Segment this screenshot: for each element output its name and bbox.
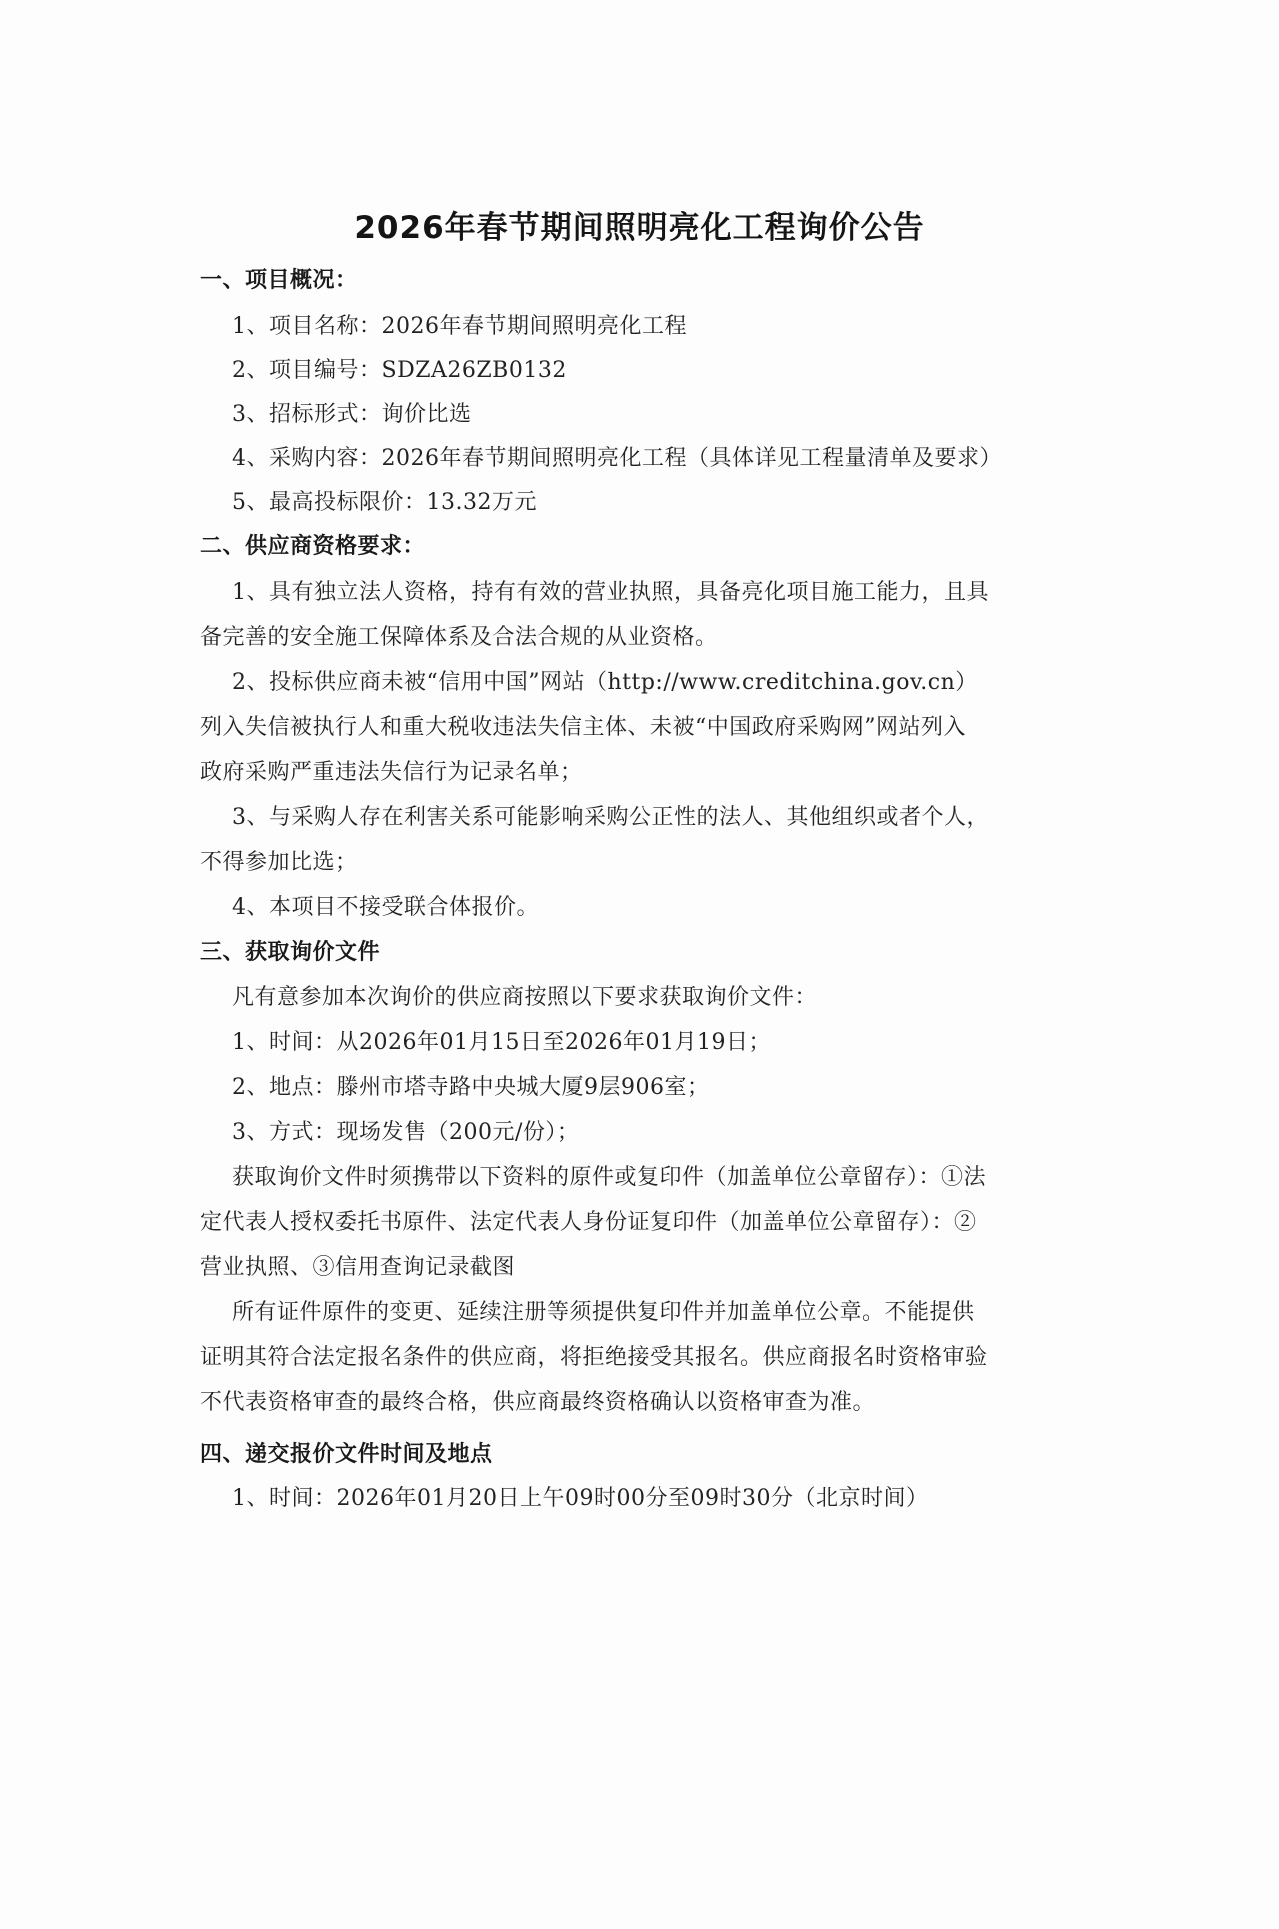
- qualification-2-line-3: 政府采购严重违法失信行为记录名单；: [200, 760, 583, 785]
- section-1-heading: 一、项目概况：: [200, 268, 358, 293]
- section-2-heading: 二、供应商资格要求：: [200, 534, 426, 559]
- section-3-heading: 三、获取询价文件: [200, 940, 381, 965]
- acquisition-method: 3、方式：现场发售（200元/份）；: [232, 1120, 580, 1145]
- qualification-4: 4、本项目不接受联合体报价。: [232, 895, 539, 920]
- project-name: 1、项目名称：2026年春节期间照明亮化工程: [232, 314, 687, 339]
- required-docs-line-3: 营业执照、③信用查询记录截图: [200, 1255, 516, 1280]
- document-title: 2026年春节期间照明亮化工程询价公告: [354, 210, 925, 246]
- qualification-3-line-2: 不得参加比选；: [200, 850, 358, 875]
- certificate-note-line-1: 所有证件原件的变更、延续注册等须提供复印件并加盖单位公章。不能提供: [232, 1300, 975, 1325]
- acquisition-time: 1、时间：从2026年01月15日至2026年01月19日；: [232, 1030, 771, 1055]
- qualification-2-line-2: 列入失信被执行人和重大税收违法失信主体、未被“中国政府采购网”网站列入: [200, 715, 966, 740]
- submission-time: 1、时间：2026年01月20日上午09时00分至09时30分（北京时间）: [232, 1486, 929, 1511]
- project-number: 2、项目编号：SDZA26ZB0132: [232, 358, 567, 383]
- required-docs-line-2: 定代表人授权委托书原件、法定代表人身份证复印件（加盖单位公章留存）：②: [200, 1210, 977, 1235]
- certificate-note-line-3: 不代表资格审查的最终合格，供应商最终资格确认以资格审查为准。: [200, 1390, 876, 1415]
- qualification-1-line-2: 备完善的安全施工保障体系及合法合规的从业资格。: [200, 625, 718, 650]
- qualification-2-line-1: 2、投标供应商未被“信用中国”网站（http://www.creditchina.gov.cn）: [232, 670, 978, 695]
- max-bid-price: 5、最高投标限价：13.32万元: [232, 490, 537, 515]
- section-4-heading: 四、递交报价文件时间及地点: [200, 1442, 493, 1467]
- certificate-note-line-2: 证明其符合法定报名条件的供应商，将拒绝接受其报名。供应商报名时资格审验: [200, 1345, 988, 1370]
- qualification-3-line-1: 3、与采购人存在利害关系可能影响采购公正性的法人、其他组织或者个人，: [232, 805, 989, 830]
- bidding-form: 3、招标形式：询价比选: [232, 402, 472, 427]
- qualification-1-line-1: 1、具有独立法人资格，持有有效的营业执照，具备亮化项目施工能力，且具: [232, 580, 989, 605]
- acquisition-location: 2、地点：滕州市塔寺路中央城大厦9层906室；: [232, 1075, 710, 1100]
- section-3-intro: 凡有意参加本次询价的供应商按照以下要求获取询价文件：: [232, 985, 818, 1010]
- required-docs-line-1: 获取询价文件时须携带以下资料的原件或复印件（加盖单位公章留存）：①法: [232, 1165, 987, 1190]
- procurement-content: 4、采购内容：2026年春节期间照明亮化工程（具体详见工程量清单及要求）: [232, 446, 1002, 471]
